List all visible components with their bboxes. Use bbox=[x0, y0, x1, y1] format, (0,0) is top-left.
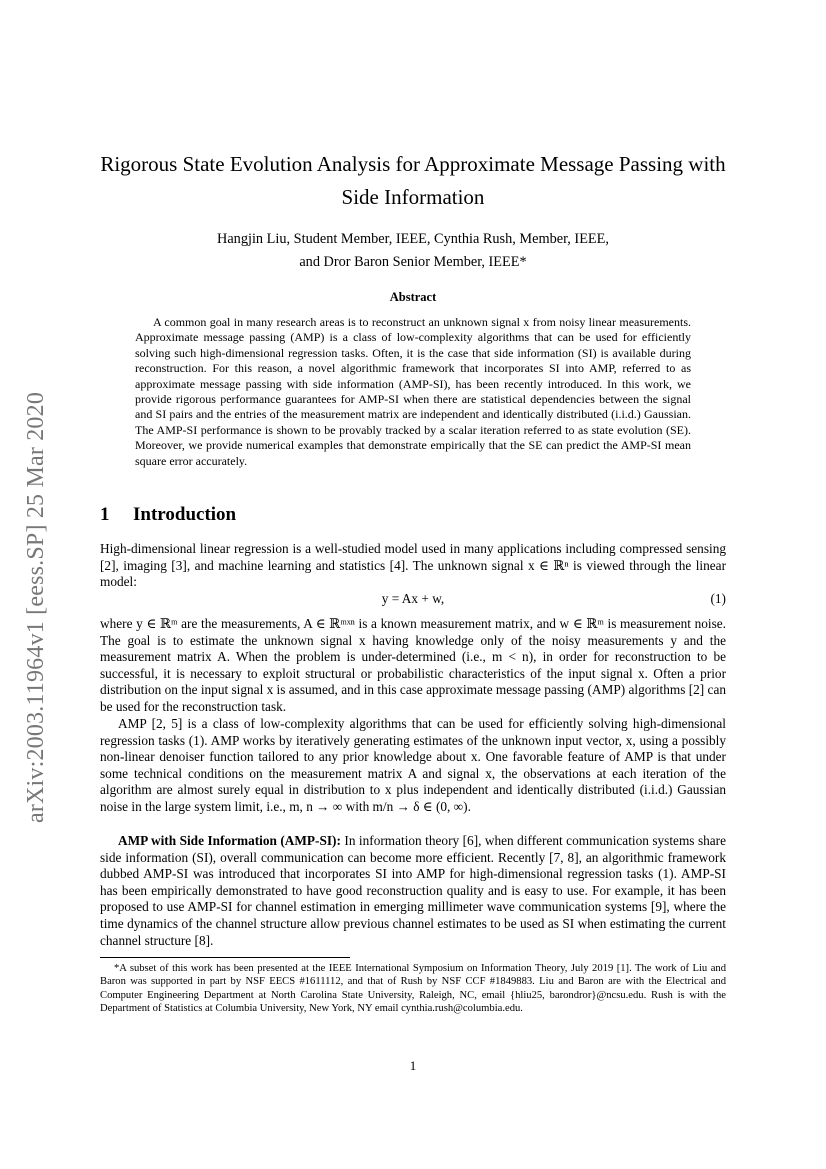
author-line-2: and Dror Baron Senior Member, IEEE* bbox=[299, 254, 527, 270]
section-heading bbox=[100, 504, 236, 526]
paragraph-4-body: In information theory [6], when different communication systems share side information (SI), overall communication can become more efficient. Recently [7, 8], an algorithmic framework dubbed AMP-SI was introduced that incorporates SI into AMP for high-dimensional regression tasks (1). AMP-SI has been empirically demonstrated to have good reconstruction quality and is easy to use. For example, it has been proposed to use AMP-SI for channel estimation in emerging millimeter wave communication systems [9], where the time dynamics of the channel structure allow previous channel estimates to be used as SI when estimating the current channel structure [8]. bbox=[100, 833, 726, 948]
author-block bbox=[100, 228, 726, 274]
paragraph-run-in-heading: AMP with Side Information (AMP-SI): bbox=[118, 833, 341, 848]
equation-expression: y = Ax + w, bbox=[381, 591, 445, 606]
page-number: 1 bbox=[409, 1058, 417, 1073]
paper-title: Rigorous State Evolution Analysis for Approximate Message Passing with Side Information bbox=[100, 152, 726, 209]
footnote: *A subset of this work has been presented at the IEEE International Symposium on Information Theory, July 2019 [1]. The work of Liu and Baron was supported in part by NSF EECS #1611112, and that of Rush by NSF CCF #1849883. Liu and Baron are with the Electrical and Computer Engineering Department at North Carolina State University, Raleigh, NC, email {hliu25, barondror}@ncsu.edu. Rush is with the Department of Statistics at Columbia University, New York, NY email cynthia.rush@columbia.edu. bbox=[100, 963, 726, 1015]
abstract-heading: Abstract bbox=[389, 290, 437, 304]
author-line-1: Hangjin Liu, Student Member, IEEE, Cynthia Rush, Member, IEEE, bbox=[217, 231, 609, 247]
abstract-text: A common goal in many research areas is to reconstruct an unknown signal x from noisy linear measurements. Approximate message passing (AMP) is a class of low-complexity algorithms that can be used for efficiently solving such high-dimensional regression tasks. Often, it is the case that side information (SI) is available during reconstruction. For this reason, a novel algorithmic framework that incorporates SI into AMP, referred to as approximate message passing with side information (AMP-SI), has been recently introduced. In this work, we provide rigorous performance guarantees for AMP-SI when there are statistical dependencies between the signal and SI pairs and the entries of the measurement matrix are independent and identically distributed (i.i.d.) Gaussian. The AMP-SI performance is shown to be provably tracked by a scalar iteration referred to as state evolution (SE). Moreover, we provide numerical examples that demonstrate empirically that the SE can predict the AMP-SI mean square error accurately. bbox=[135, 315, 691, 468]
section-title: Introduction bbox=[133, 504, 237, 525]
intro-paragraph-2: where y ∈ ℝᵐ are the measurements, A ∈ ℝᵐˣⁿ is a known measurement matrix, and w ∈ ℝᵐ is measurement noise. The goal is to estimate the unknown signal x having knowledge only of the noisy measurements y and the measurement matrix A. When the problem is under-determined (i.e., m < n), in order for reconstruction to be successful, it is necessary to exploit structural or probabilistic characteristics of the input signal x. Often a prior distribution on the input signal x is assumed, and in this case approximate message passing (AMP) algorithms [2] can be used for the reconstruction task. bbox=[100, 616, 726, 714]
arxiv-identifier: arXiv:2003.11964v1 [eess.SP] 25 Mar 2020 bbox=[23, 391, 50, 823]
intro-paragraph-4 bbox=[100, 833, 726, 949]
intro-paragraph-3: AMP [2, 5] is a class of low-complexity algorithms that can be used for efficiently solving high-dimensional regression tasks (1). AMP works by iteratively generating estimates of the unknown input vector, x, using a possibly non-linear denoiser function tailored to any prior knowledge about x. One favorable feature of AMP is that under some technical conditions on the measurement matrix A and signal x, the observations at each iteration of the algorithm are almost surely equal in distribution to x plus independent and identically distributed (i.i.d.) Gaussian noise in the large system limit, i.e., m, n → ∞ with m/n → δ ∈ (0, ∞). bbox=[100, 716, 726, 814]
footnote-rule bbox=[100, 957, 350, 958]
equation-number: (1) bbox=[710, 591, 726, 606]
section-number: 1 bbox=[100, 504, 110, 525]
intro-paragraph-1: High-dimensional linear regression is a well-studied model used in many applications including compressed sensing [2], imaging [3], and machine learning and statistics [4]. The unknown signal x ∈ ℝⁿ is viewed through the linear model: bbox=[100, 541, 726, 590]
arxiv-sidebar-stamp bbox=[22, 327, 52, 887]
